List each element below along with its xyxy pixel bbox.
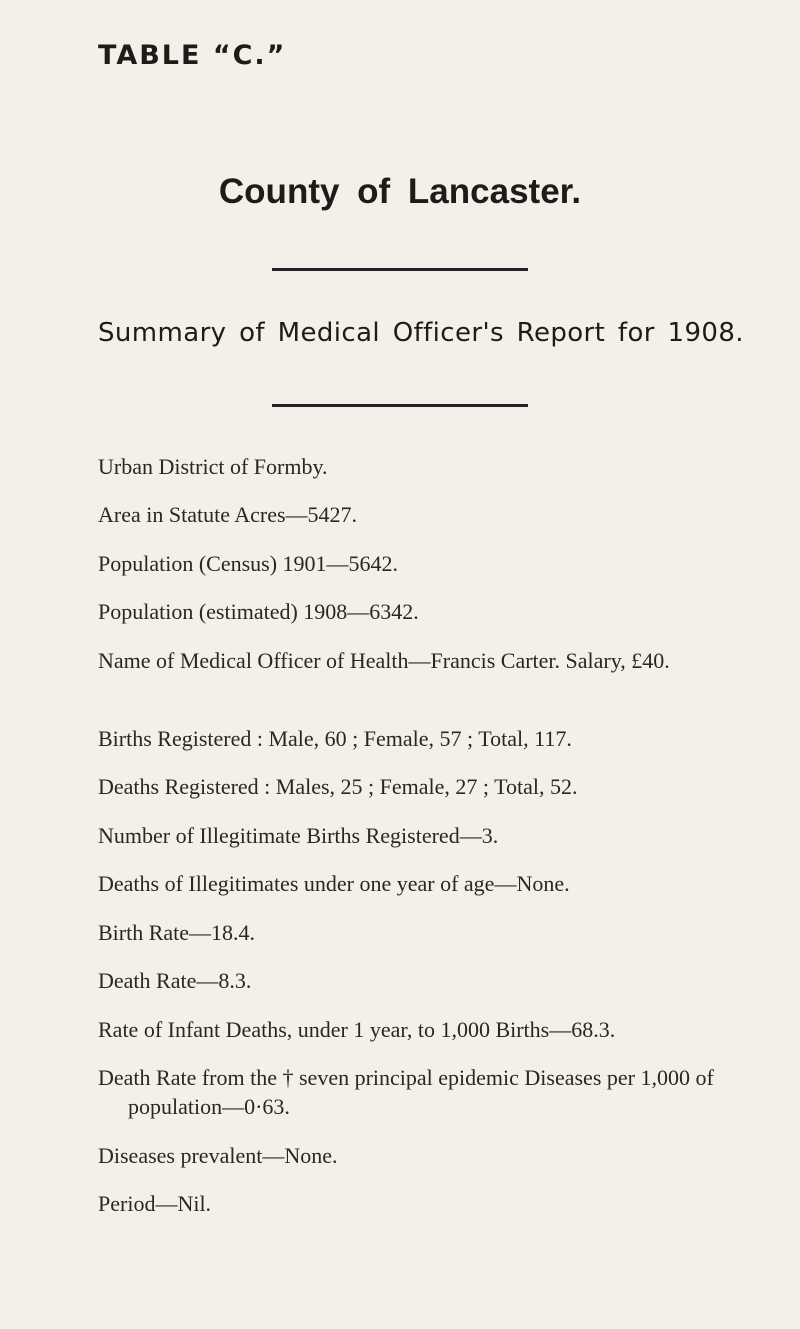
death-rate-line: Death Rate—8.3. (98, 968, 252, 993)
illegitimate-deaths-line: Deaths of Illegitimates under one year of age—None. (98, 871, 570, 896)
deaths-line: Deaths Registered : Males, 25 ; Female, 27 ; Total, 52. (98, 774, 578, 799)
county-title: County of Lancaster. (218, 172, 582, 211)
period-line: Period—Nil. (98, 1191, 212, 1216)
diseases-prevalent-line: Diseases prevalent—None. (98, 1143, 338, 1168)
population-estimated-line: Population (estimated) 1908—6342. (98, 599, 419, 624)
population-census-line: Population (Census) 1901—5642. (98, 551, 399, 576)
births-line: Births Registered : Male, 60 ; Female, 57 ; Total, 117. (98, 726, 572, 751)
divider-top (272, 268, 528, 271)
medical-officer-line: Name of Medical Officer of Health—Francis Carter. Salary, £40. (98, 648, 670, 673)
district-line: Urban District of Formby. (98, 454, 328, 479)
area-line: Area in Statute Acres—5427. (98, 502, 358, 527)
table-label: TABLE “C.” (98, 40, 287, 71)
illegitimate-births-line: Number of Illegitimate Births Registered—3. (98, 823, 499, 848)
report-title: Summary of Medical Officer's Report for 1908. (98, 318, 744, 348)
birth-rate-line: Birth Rate—18.4. (98, 920, 256, 945)
infant-death-rate-line: Rate of Infant Deaths, under 1 year, to 1,000 Births—68.3. (98, 1017, 616, 1042)
epidemic-death-rate-line: Death Rate from the † seven principal epidemic Diseases per 1,000 of population—0·63. (98, 1065, 714, 1119)
divider-bottom (272, 404, 528, 407)
